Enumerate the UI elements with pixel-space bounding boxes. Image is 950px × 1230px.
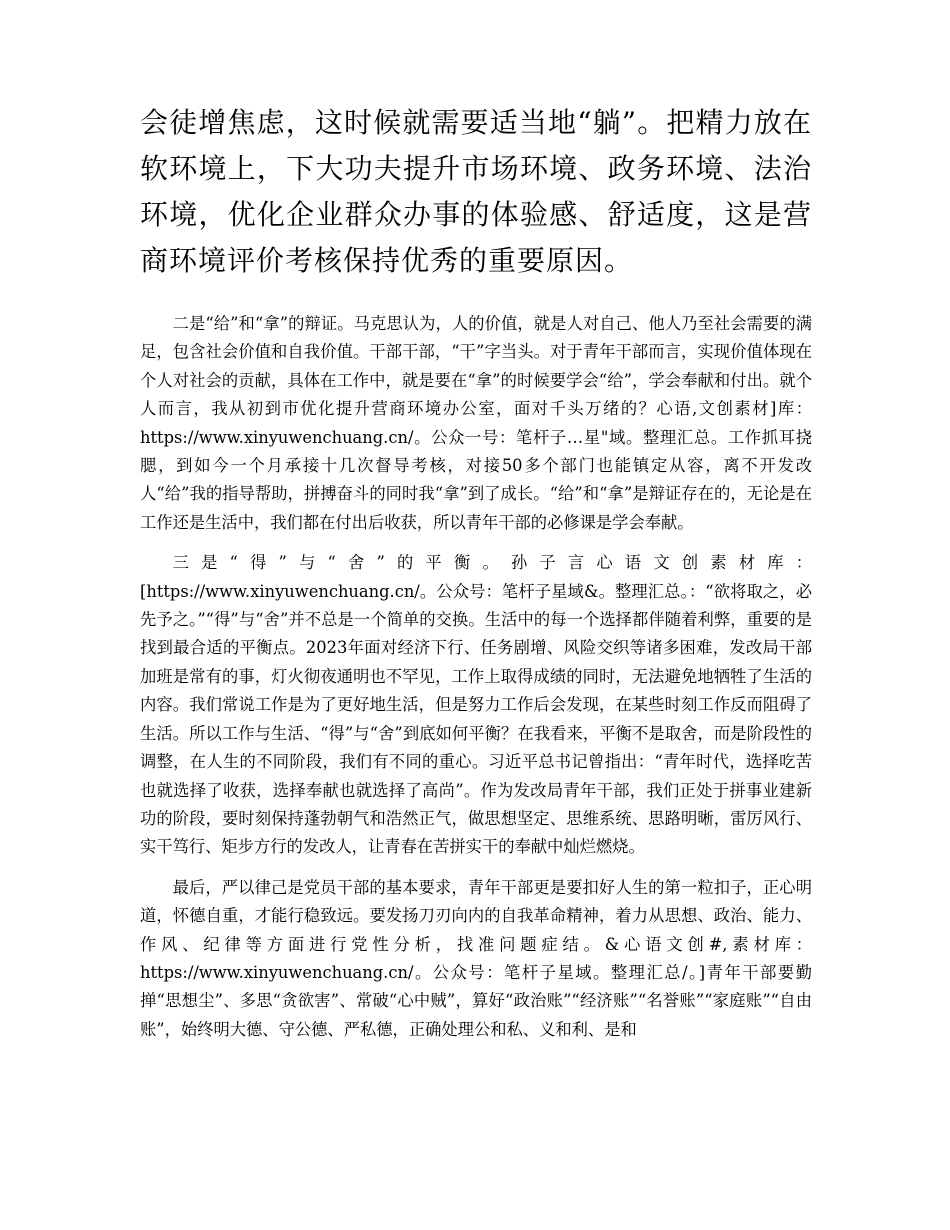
paragraph-give-and-take: 二是“给”和“拿”的辩证。马克思认为，人的价值，就是人对自己、他人乃至社会需要的满足，包含社会价值和自我价值。干部干部，“干”字当头。对于青年干部而言，实现价值体现在个人对社会的贡献，具体在工作中，就是要在“拿”的时候要学会“给”，学会奉献和付出。就个人而言，我从初到市优化提升营商环境办公室，面对千头万绪的？心语,文创素材]库：https://www.xinyuwenchuang.cn/。公众一号：笔杆子…星"域。整理汇总。工作抓耳挠腮，到如今一个月承接十几次督导考核，对接50多个部门也能镇定从容，离不开发改人“给”我的指导帮助，拼搏奋斗的同时我“拿”到了成长。“给”和“拿”是辩证存在的，无论是在工作还是生活中，我们都在付出后收获，所以青年干部的必修课是学会奉献。 — [140, 314, 812, 532]
paragraph-gain-and-loss: 三是“得”与“舍”的平衡。孙子言心语文创素材库：[https://www.xinyuwenchuang.cn/。公众号：笔杆子星域&。整理汇总。：“欲将取之，必先予之。”“得”与“舍”并不总是一个简单的交换。生活中的每一个选择都伴随着利弊，重要的是找到最合适的平衡点。2023年面对经济下行、任务剧增、风险交织等诸多困难，发改局干部加班是常有的事，灯火彻夜通明也不罕见，工作上取得成绩的同时，无法避免地牺牲了生活的内容。我们常说工作是为了更好地生活，但是努力工作后会发现，在某些时刻工作反而阻碍了生活。所以工作与生活、“得”与“舍”到底如何平衡？在我看来，平衡不是取舍，而是阶段性的调整，在人生的不同阶段，我们有不同的重心。习近平总书记曾指出：“青年时代，选择吃苦也就选择了收获，选择奉献也就选择了高尚”。作为发改局青年干部，我们正处于拼事业建新功的阶段，要时刻保持蓬勃朝气和浩然正气，做思想坚定、思维系统、思路明晰，雷厉风行、实干笃行、矩步方行的发改人，让青春在苦拼实干的奉献中灿烂燃烧。 — [140, 553, 812, 857]
paragraph-self-discipline: 最后，严以律己是党员干部的基本要求，青年干部更是要扣好人生的第一粒扣子，正心明道，怀德自重，才能行稳致远。要发扬刀刃向内的自我革命精神，着力从思想、政治、能力、作风、纪律等方面进行党性分析，找准问题症结。&心语文创#,素材库：https://www.xinyuwenchuang.cn/。公众号：笔杆子星域。整理汇总/。]青年干部要勤掸“思想尘”、多思“贪欲害”、常破“心中贼”，算好“政治账”“经济账”“名誉账”“家庭账”“自由账”，始终明大德、守公德、严私德，正确处理公和私、义和利、是和 — [140, 877, 812, 1039]
lead-paragraph: 会徒增焦虑，这时候就需要适当地“躺”。把精力放在软环境上，下大功夫提升市场环境、政务环境、法治环境，优化企业群众办事的体验感、舒适度，这是营商环境评价考核保持优秀的重要原因。 — [140, 106, 812, 277]
document-body — [140, 100, 812, 1056]
